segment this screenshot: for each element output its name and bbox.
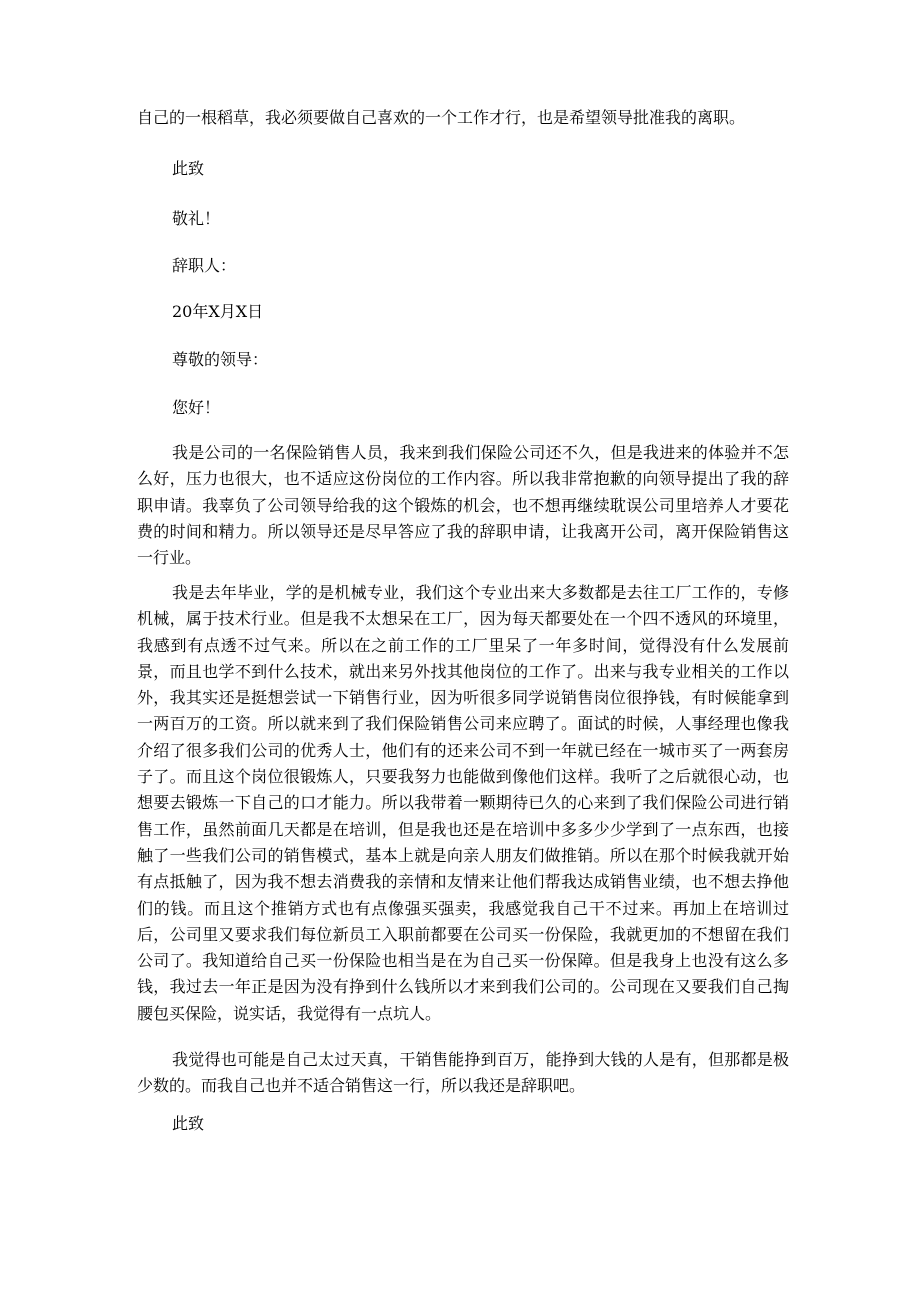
salutation: 敬礼！ xyxy=(172,209,221,228)
body-paragraph-1: 我是公司的一名保险销售人员，我来到我们保险公司还不久，但是我进来的体验并不怎么好，压力也很大，也不适应这份岗位的工作内容。所以我非常抱歉的向领导提出了我的辞职申请。我辜负了公司领导给我的这个锻炼的机会，也不想再继续耽误公司里培养人才要花费的时间和精力。所以领导还是尽早答应了我的辞职申请，让我离开公司，离开保险销售这一行业。 xyxy=(137,443,789,568)
closing-phrase-2: 此致 xyxy=(172,1114,205,1133)
signer-label: 辞职人： xyxy=(172,256,237,275)
greeting-title: 尊敬的领导： xyxy=(172,350,269,369)
opening-line: 自己的一根稻草，我必须要做自己喜欢的一个工作才行，也是希望领导批准我的离职。 xyxy=(137,108,746,127)
greeting-hello: 您好！ xyxy=(172,398,221,417)
date-line: 20年X月X日 xyxy=(172,302,264,321)
body-paragraph-2: 我是去年毕业，学的是机械专业，我们这个专业出来大多数都是去往工厂工作的，专修机械，属于技术行业。但是我不太想呆在工厂，因为每天都要处在一个四不透风的环境里，我感到有点透不过气来。所以在之前工作的工厂里呆了一年多时间，觉得没有什么发展前景，而且也学不到什么技术，就出来另外找其他岗位的工作了。出来与我专业相关的工作以外，我其实还是挺想尝试一下销售行业，因为听很多同学说销售岗位很挣钱，有时候能拿到一两百万的工资。所以就来到了我们保险销售公司来应聘了。面试的时候，人事经理也像我介绍了很多我们公司的优秀人士，他们有的还来公司不到一年就已经在一城市买了一两套房子了。而且这个岗位很锻炼人，只要我努力也能做到像他们这样。我听了之后就很心动，也想要去锻炼一下自己的口才能力。所以我带着一颗期待已久的心来到了我们保险公司进行销售工作，虽然前面几天都是在培训，但是我也还是在培训中多多少少学到了一点东西，也接触了一些我们公司的销售模式，基本上就是向亲人朋友们做推销。所以在那个时候我就开始有点抵触了，因为我不想去消费我的亲情和友情来让他们帮我达成销售业绩，也不想去挣他们的钱。而且这个推销方式也有点像强买强卖，我感觉我自己干不过来。再加上在培训过后，公司里又要求我们每位新员工入职前都要在公司买一份保险，我就更加的不想留在我们公司了。我知道给自己买一份保险也相当是在为自己买一份保障。但是我身上也没有这么多钱，我过去一年正是因为没有挣到什么钱所以才来到我们公司的。公司现在又要我们自己掏腰包买保险，说实话，我觉得有一点坑人。 xyxy=(137,583,789,1023)
closing-phrase: 此致 xyxy=(172,159,205,178)
body-paragraph-3: 我觉得也可能是自己太过天真，干销售能挣到百万，能挣到大钱的人是有，但那都是极少数的。而我自己也并不适合销售这一行，所以我还是辞职吧。 xyxy=(137,1050,789,1096)
